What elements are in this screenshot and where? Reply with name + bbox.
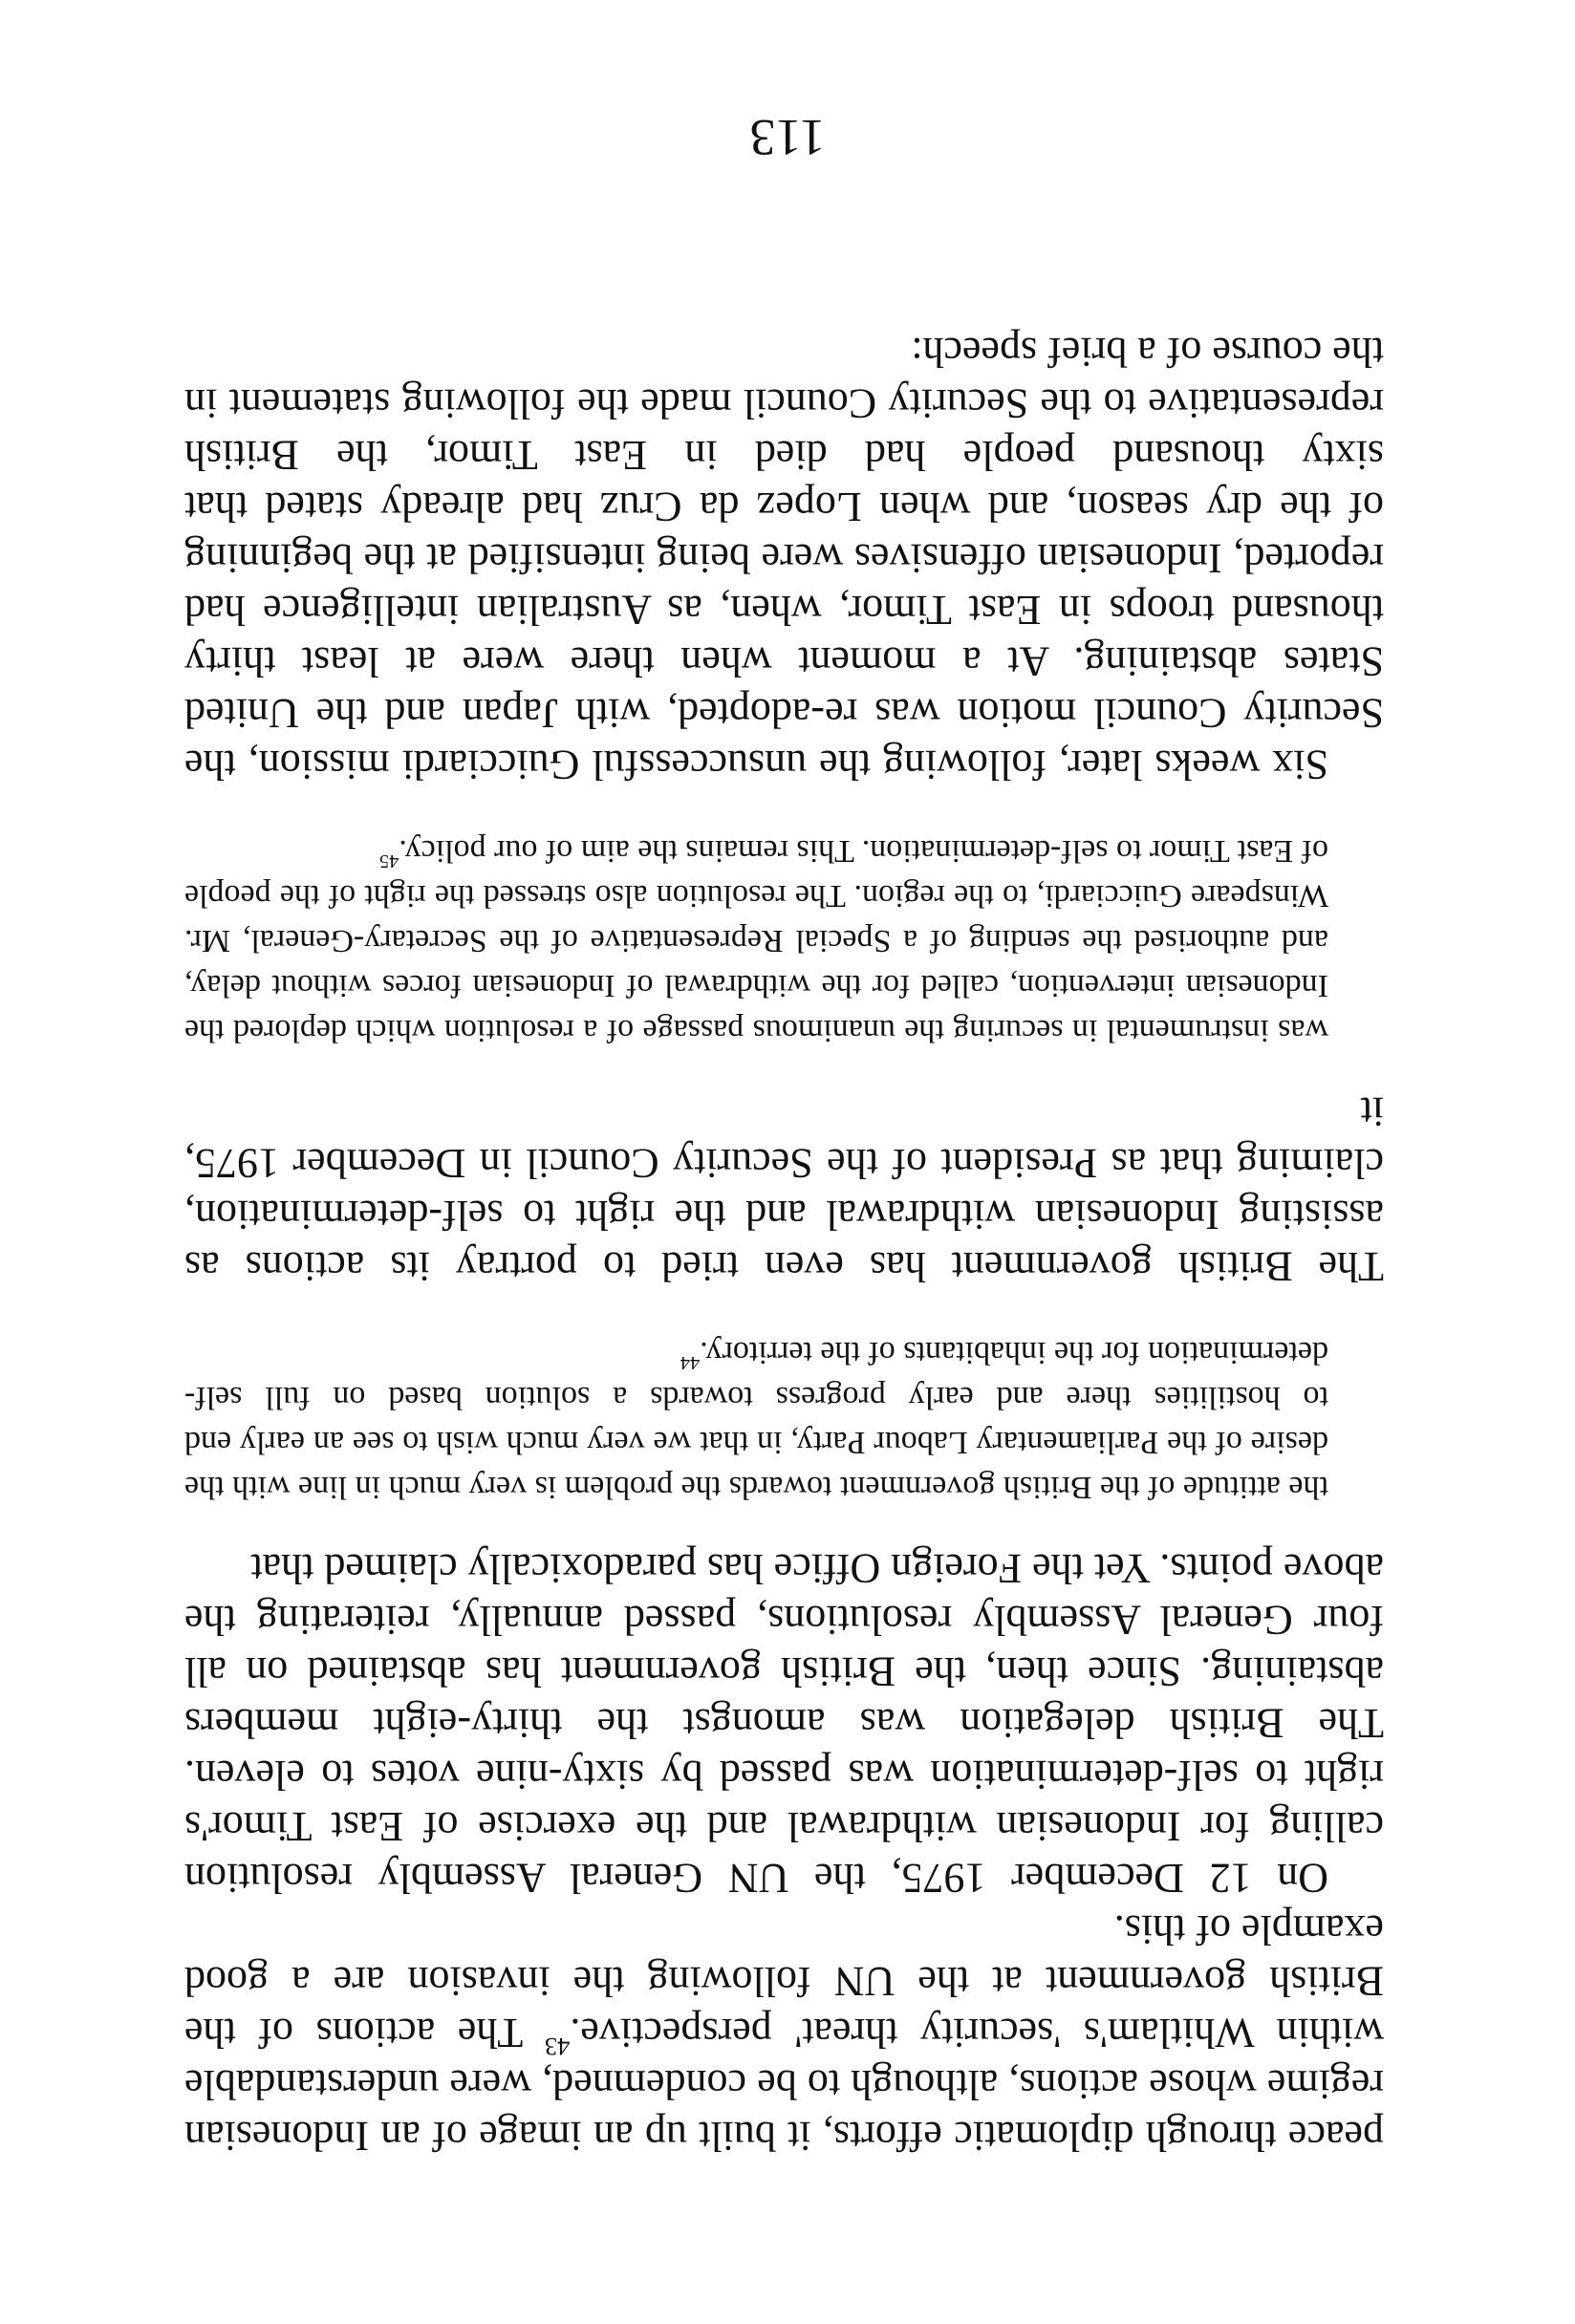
paragraph-2 [184,1542,1384,1904]
paragraph-2-text: On 12 December 1975, the UN General Assembly resolution calling for Indonesian withdrawal and the exercise of East Timor's right to self-determination was passed by sixty-nine votes to eleven. The British delegation was amongst the thirty-eight members abstaining. Since then, the British government has abstained on all four General Assembly resolutions, passed annually, reiterating the above points. Yet the Foreign Office has paradoxically claimed that [184,1545,1384,1902]
paragraph-3-text: The British government has even tried to portray its actions as assisting Indonesian withdrawal and the right to self-determination, claiming that as President of the Security Council in December 1975, it [184,1088,1384,1290]
spacer [184,1510,1384,1542]
block-quote-1-text: the attitude of the British government towards the problem is very much in line with the desire of the Parliamentary Labour Party, in that we very much wish to see an early end to hostilities there and early progress towards a solution based on full self-determination for the inhabitants of the territory. [184,1335,1328,1505]
paragraph-3 [184,1086,1384,1292]
text-column [184,326,1384,2162]
footnote-ref-44: 44 [680,1352,701,1374]
footnote-ref-45: 45 [378,850,399,872]
spacer [184,1292,1384,1330]
spacer [184,790,1384,828]
paragraph-1-text-cont: The actions of the British government at the UN following the invasion are a good example of this. [184,1906,1384,2056]
block-quote-1 [184,1330,1384,1510]
paragraph-1 [184,1904,1384,2162]
spacer [184,1053,1384,1086]
page-number: 113 [749,109,826,166]
block-quote-2 [184,828,1384,1053]
footnote-ref-43: 43 [544,2032,571,2061]
paragraph-1-text: peace through diplomatic efforts, it built up an image of an Indonesian regime whose actions, although to be condemned, were understandable within Whitlam's 'security threat' perspective. [184,2010,1384,2160]
paragraph-4-text: Six weeks later, following the unsuccessful Guicciardi mission, the Security Council motion was re-adopted, with Japan and the United States abstaining. At a moment when there were at least thirty thousand troops in East Timor, when, as Australian intelligence had reported, Indonesian offensives were being intensified at the beginning of the dry season, and when Lopez da Cruz had already stated that sixty thousand people had died in East Timor, the British representative to the Security Council made the following statement in the course of a brief speech: [184,329,1384,788]
block-quote-2-text: was instrumental in securing the unanimous passage of a resolution which deplored the Indonesian intervention, called for the withdrawal of Indonesian forces without delay, and authorised the sending of a Special Representative of the Secretary-General, Mr. Winspeare Guicciardi, to the region. The resolution also stressed the right of the people of East Timor to self-determination. This remains the aim of our policy. [184,833,1328,1048]
paragraph-4 [184,326,1384,790]
